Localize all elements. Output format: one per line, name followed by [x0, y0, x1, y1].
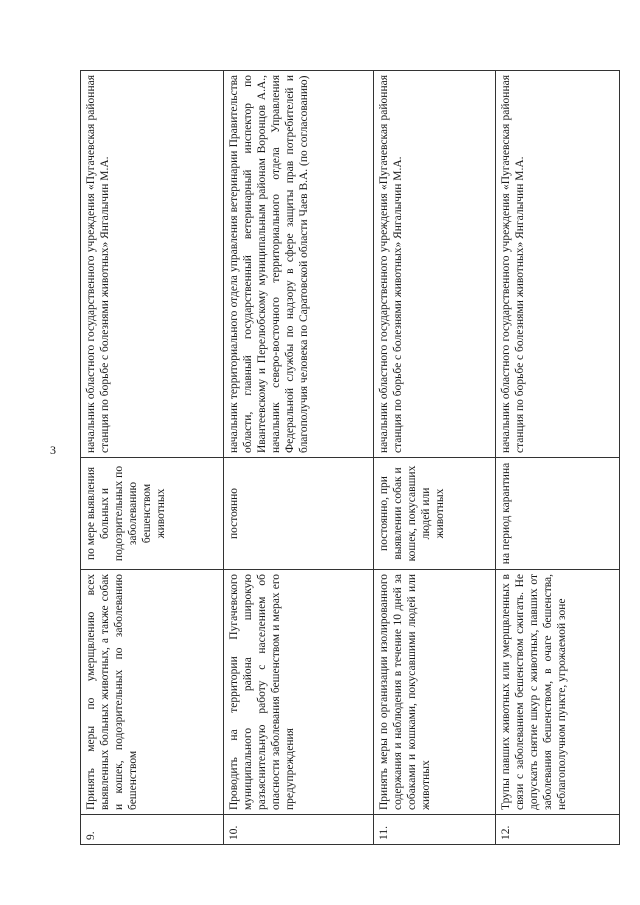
measure-text: Проводить на территории Пугачевского муниципального района широкую разъяснительную работу с населением об опасности заболевания бешенством и мерах его предупреждения — [224, 569, 373, 814]
table-row — [374, 71, 496, 844]
row-number: 10. — [224, 814, 373, 844]
row-number: 9. — [81, 814, 223, 844]
term-text: по мере выявления больных и подозрительных по заболеванию бешенством животных — [81, 457, 223, 569]
table-row — [496, 71, 619, 844]
row-number: 12. — [496, 814, 619, 844]
table-row — [81, 71, 224, 844]
term-text: постоянно — [224, 457, 373, 569]
responsible-text: начальник областного государственного учреждения «Пугачевская районная станция по борьбе с болезнями животных» Янгалычин М.А. — [500, 75, 526, 453]
responsible-text: начальник областного государственного учреждения «Пугачевская районная станция по борьбе с болезнями животных» Янгалычин М.А. — [85, 75, 111, 453]
responsible-text: начальник областного государственного учреждения «Пугачевская районная станция по борьбе с болезнями животных» Янгалычин М.А. — [378, 75, 404, 453]
table-row — [224, 71, 374, 844]
responsible-text: начальник территориального отдела управления ветеринарии Правительства области, главный государственный ветеринарный инспектор по Ивантеевскому и Перелюбскому муниципальным районам Воронцов А.А., начальник северо-восточного территориального отдела Управления Федеральной службы по надзору в сфере защиты прав потребителей и благополучия человека по Саратовской области Чаев В.А. (по согласованию) — [228, 75, 310, 453]
measure-text: Трупы павших животных или умерщвленных в связи с заболеванием бешенством сжигать. Не допускать снятие шкур с животных, павших от заболевания бешенством, в очаге бешенства, неблагополучном пункте, угрожаемой зоне — [496, 569, 619, 814]
term-text: постоянно, при выявлении собак и кошек, покусавших людей или животных — [374, 457, 495, 569]
term-text: на период карантина — [496, 457, 619, 569]
row-number: 11. — [374, 814, 495, 844]
measure-text: Принять меры по умерщвлению всех выявленных больных животных, а также собак и кошек, подозрительных по заболеванию бешенством — [81, 569, 223, 814]
measures-table — [80, 70, 620, 845]
measure-text: Принять меры по организации изолированного содержания и наблюдения в течение 10 дней за собаками и кошками, покусавшими людей или животных — [374, 569, 495, 814]
page-number: 3 — [50, 443, 56, 457]
rotated-table-container — [80, 70, 620, 845]
